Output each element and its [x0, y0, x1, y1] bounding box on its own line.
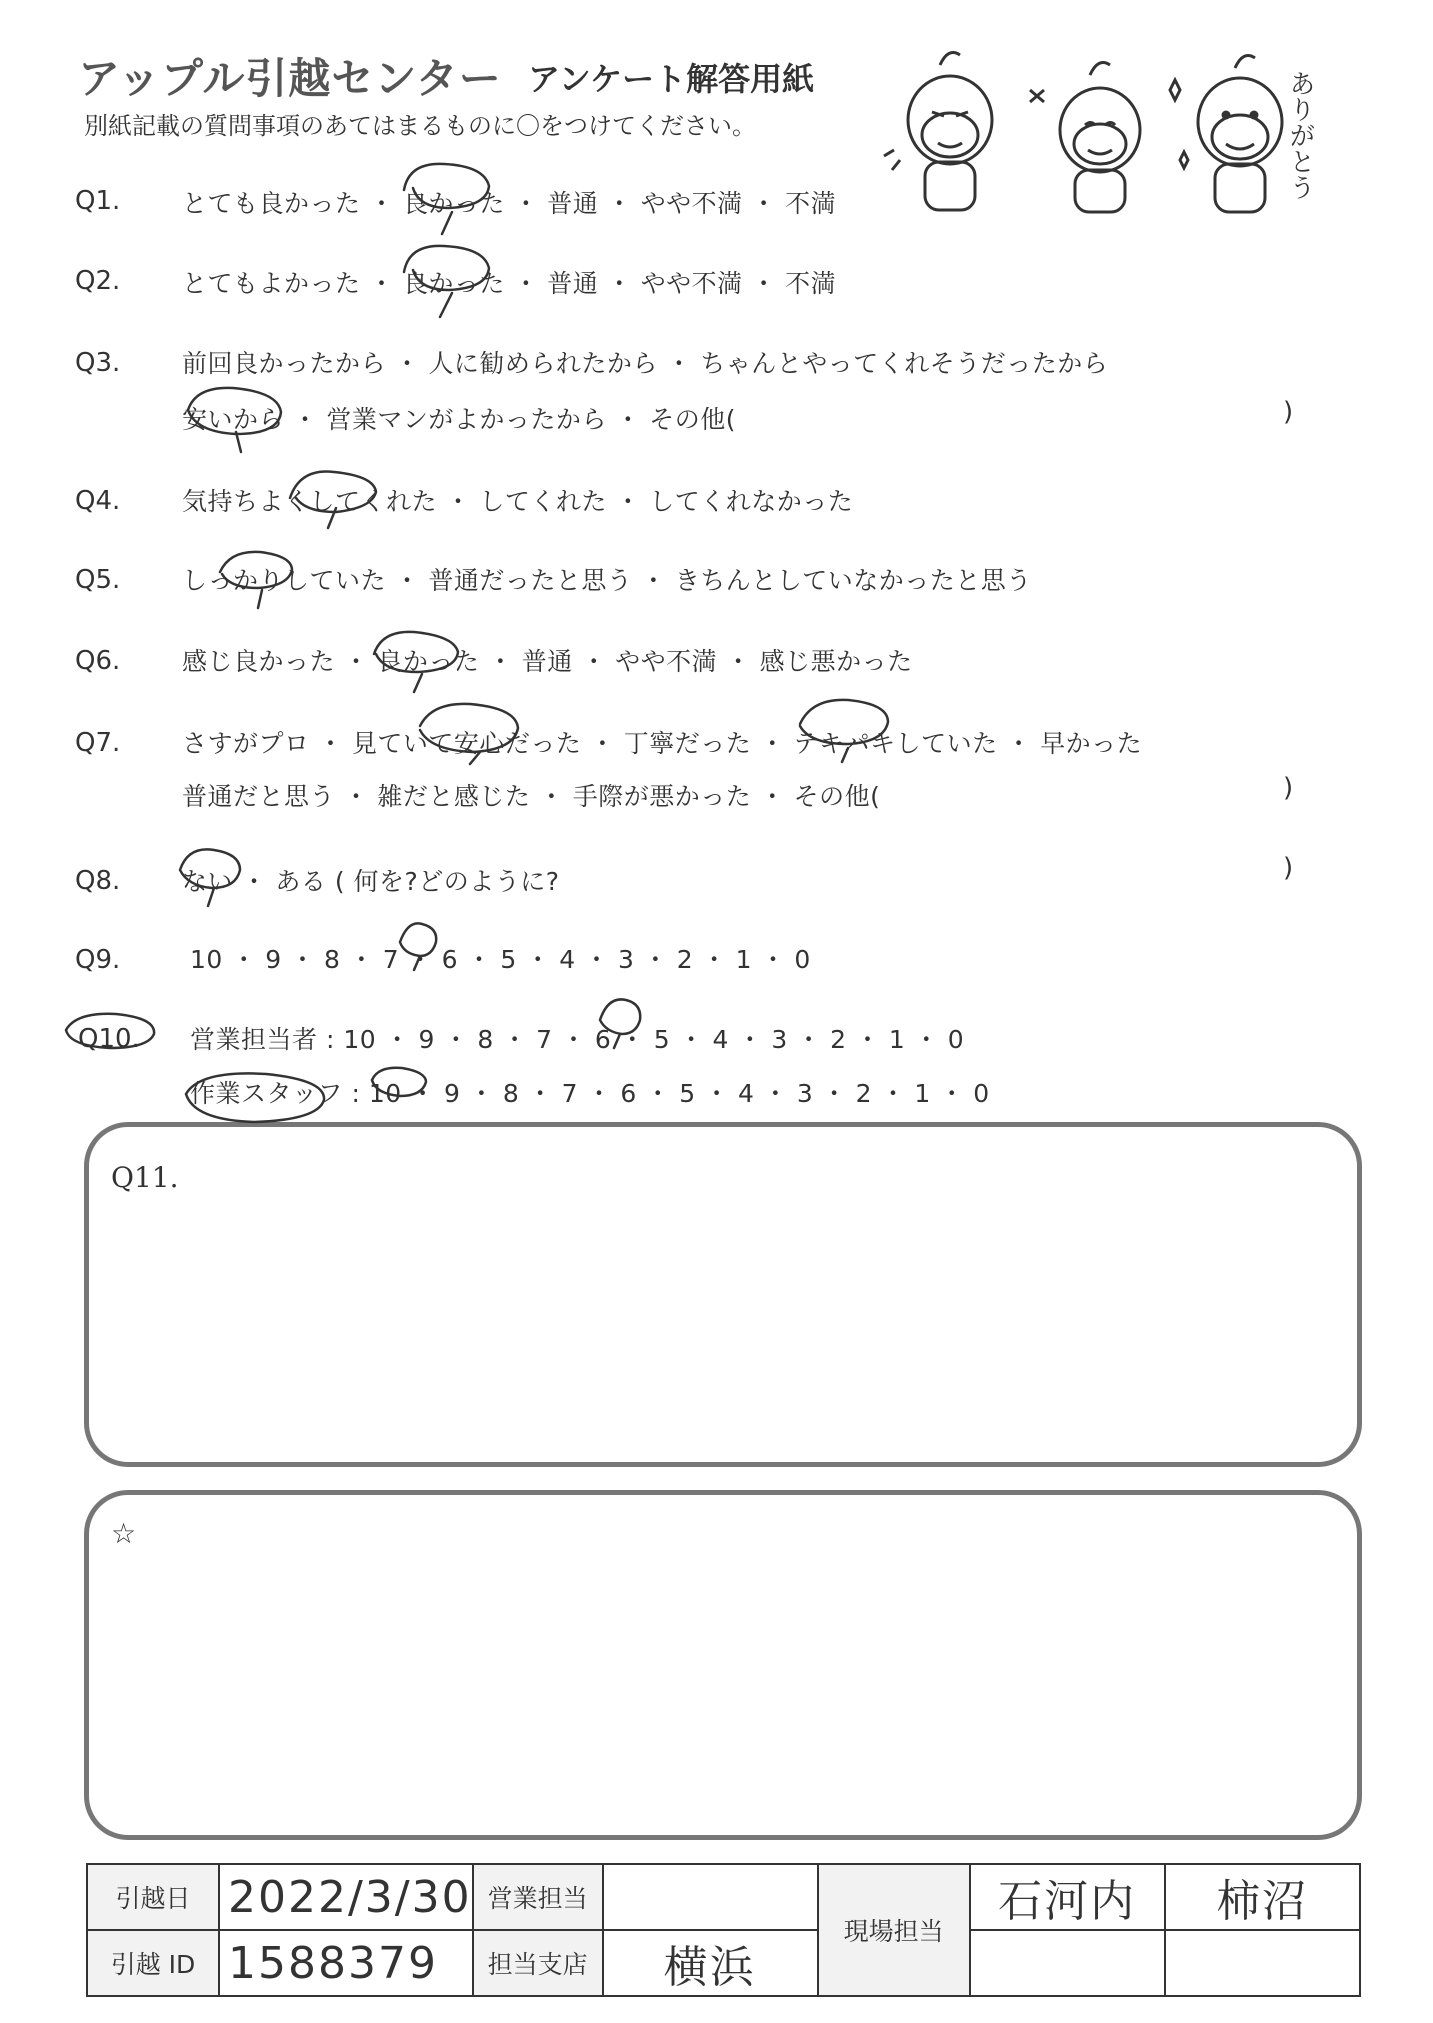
q9-label: Q9. [75, 945, 121, 975]
form-subtitle: アンケート解答用紙 [528, 60, 815, 98]
q3-options-line1[interactable]: 前回良かったから ・ 人に勧められたから ・ ちゃんとやってくれそうだったから [182, 349, 1109, 378]
star-icon: ☆ [111, 1517, 137, 1550]
site-staff-label: 現場担当 [818, 1864, 970, 1996]
q8-close-paren: ) [1283, 853, 1294, 883]
q2-circle-mark [404, 246, 489, 317]
q7-circle-mark-2 [800, 700, 888, 762]
q10-staff-score-scale[interactable]: 作業スタッフ : 10 ・ 9 ・ 8 ・ 7 ・ 6 ・ 5 ・ 4 ・ 3 ・ 2 ・ 1 ・ 0 [190, 1079, 990, 1108]
q3-close-paren: ) [1283, 397, 1294, 427]
q10-label: Q10. [78, 1024, 140, 1054]
site-staff-1-handwritten: 石河内 [998, 1876, 1137, 1927]
mascot-caption: ありがとう [1285, 70, 1315, 200]
q5-circle-mark [220, 552, 292, 608]
q8-options[interactable]: ない ・ ある ( 何を?どのように? [182, 867, 560, 896]
q10-staff-score-circle-mark [372, 1068, 426, 1096]
company-title: アップル引越センター [78, 54, 502, 103]
q7-options-line1[interactable]: さすがプロ ・ 見ていて安心だった ・ 丁寧だった ・ テキパキしていた ・ 早かった [182, 729, 1143, 758]
q1-options[interactable]: とても良かった ・ 良かった ・ 普通 ・ やや不満 ・ 不満 [182, 189, 837, 218]
move-date-handwritten: 2022/3/30 [228, 1871, 472, 1923]
instruction-text: 別紙記載の質問事項のあてはまるものに〇をつけてください。 [84, 112, 756, 140]
q10-staff-label-circle-mark [186, 1073, 324, 1122]
q8-label: Q8. [75, 866, 121, 896]
q6-label: Q6. [75, 646, 121, 676]
q6-circle-mark [374, 632, 458, 692]
move-id-label: 引越 ID [87, 1930, 219, 1996]
q3-circle-mark [188, 388, 281, 452]
q4-label: Q4. [75, 486, 121, 516]
move-date-label: 引越日 [87, 1864, 219, 1930]
sales-rep-label: 営業担当 [473, 1864, 603, 1930]
q8-circle-mark [180, 849, 240, 906]
q3-label: Q3. [75, 348, 121, 378]
q10-label-circle-mark [66, 1014, 154, 1048]
q10-sales-circle-mark [600, 999, 640, 1048]
branch-label: 担当支店 [473, 1930, 603, 1996]
q2-label: Q2. [75, 266, 121, 296]
q9-score-scale[interactable]: 10 ・ 9 ・ 8 ・ 7 ・ 6 ・ 5 ・ 4 ・ 3 ・ 2 ・ 1 ・ 0 [190, 945, 811, 974]
move-id-handwritten: 1588379 [228, 1937, 438, 1989]
q5-options[interactable]: しっかりしていた ・ 普通だったと思う ・ きちんとしていなかったと思う [182, 566, 1032, 595]
q9-circle-mark [400, 923, 436, 970]
q7-label: Q7. [75, 728, 121, 758]
q4-circle-mark [290, 472, 376, 528]
q5-label: Q5. [75, 565, 121, 595]
q6-options[interactable]: 感じ良かった ・ 良かった ・ 普通 ・ やや不満 ・ 感じ悪かった [182, 647, 913, 676]
q7-close-paren: ) [1283, 773, 1294, 803]
q11-box-label: Q11. [111, 1161, 179, 1194]
q10-sales-score-scale[interactable]: 営業担当者 : 10 ・ 9 ・ 8 ・ 7 ・ 6 ・ 5 ・ 4 ・ 3 ・ 2 ・ 1 ・ 0 [190, 1025, 965, 1054]
q1-circle-mark [404, 164, 489, 234]
q2-options[interactable]: とてもよかった ・ 良かった ・ 普通 ・ やや不満 ・ 不満 [182, 269, 837, 298]
q1-label: Q1. [75, 186, 121, 216]
site-staff-2-handwritten: 柿沼 [1216, 1876, 1309, 1927]
branch-handwritten: 横浜 [663, 1942, 756, 1993]
q3-options-line2[interactable]: 安いから ・ 営業マンがよかったから ・ その他( [182, 405, 737, 434]
q4-options[interactable]: 気持ちよくしてくれた ・ してくれた ・ してくれなかった [182, 487, 854, 516]
q7-options-line2[interactable]: 普通だと思う ・ 雑だと感じた ・ 手際が悪かった ・ その他( [182, 782, 881, 811]
q7-circle-mark-1 [420, 704, 518, 764]
